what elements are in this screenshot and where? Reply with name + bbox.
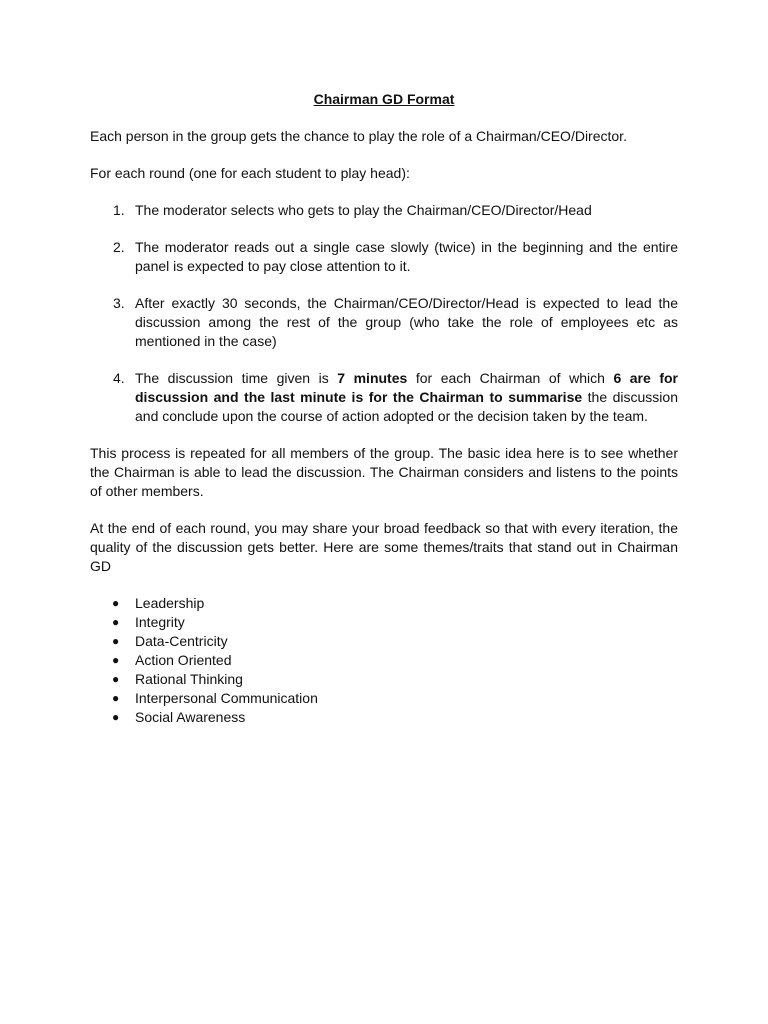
steps-list [90,201,678,426]
step-item [90,201,678,220]
step-text: After exactly 30 seconds, the Chairman/CEO/Director/Head is expected to lead the discussion among the rest of the group (who take the role of employees etc as mentioned in the case) [135,295,678,349]
bullet-icon: ● [112,615,120,629]
bullet-icon: ● [112,672,120,686]
step-text: The moderator reads out a single case slowly (twice) in the beginning and the entire panel is expected to pay close attention to it. [135,239,678,274]
step-number: 2. [113,239,125,255]
trait-label: Action Oriented [135,652,232,668]
trait-item [90,708,678,727]
feedback-paragraph: At the end of each round, you may share your broad feedback so that with every iteration, the quality of the discussion gets better. Here are some themes/traits that stand out in Chairman GD [90,520,678,574]
trait-item [90,613,678,632]
document-body [90,90,678,727]
trait-item [90,594,678,613]
step-number: 1. [113,202,125,218]
step-item [90,294,678,351]
step-bold-duration: 7 minutes [337,370,408,386]
bullet-icon: ● [112,653,120,667]
step-item [90,238,678,276]
traits-list [90,594,678,727]
process-paragraph: This process is repeated for all members of the group. The basic idea here is to see whether the Chairman is able to lead the discussion. The Chairman considers and listens to the points of other members. [90,445,678,499]
bullet-icon: ● [112,691,120,705]
step-number: 3. [113,295,125,311]
step-number: 4. [113,370,125,386]
step-bold-split: 6 are for discussion and the last minute is for the Chairman to summarise [135,370,679,405]
trait-label: Social Awareness [135,709,246,725]
step-item [90,369,678,426]
bullet-icon: ● [112,596,120,610]
trait-item [90,670,678,689]
step-text: The moderator selects who gets to play the Chairman/CEO/Director/Head [135,202,592,218]
trait-label: Data-Centricity [135,633,228,649]
trait-label: Integrity [135,614,185,630]
bullet-icon: ● [112,634,120,648]
document-title: Chairman GD Format [313,91,455,107]
bullet-icon: ● [112,710,120,724]
trait-item [90,632,678,651]
step-text-part: the discussion and conclude upon the course of action adopted or the decision taken by the team. [135,389,678,424]
trait-label: Leadership [135,595,205,611]
step-text-part: for each Chairman of which [407,370,614,386]
step-text-part: The discussion time given is [135,370,338,386]
trait-label: Rational Thinking [135,671,243,687]
round-intro-paragraph: For each round (one for each student to play head): [90,165,410,181]
trait-label: Interpersonal Communication [135,690,318,706]
intro-paragraph: Each person in the group gets the chance to play the role of a Chairman/CEO/Director. [90,128,627,144]
trait-item [90,651,678,670]
trait-item [90,689,678,708]
